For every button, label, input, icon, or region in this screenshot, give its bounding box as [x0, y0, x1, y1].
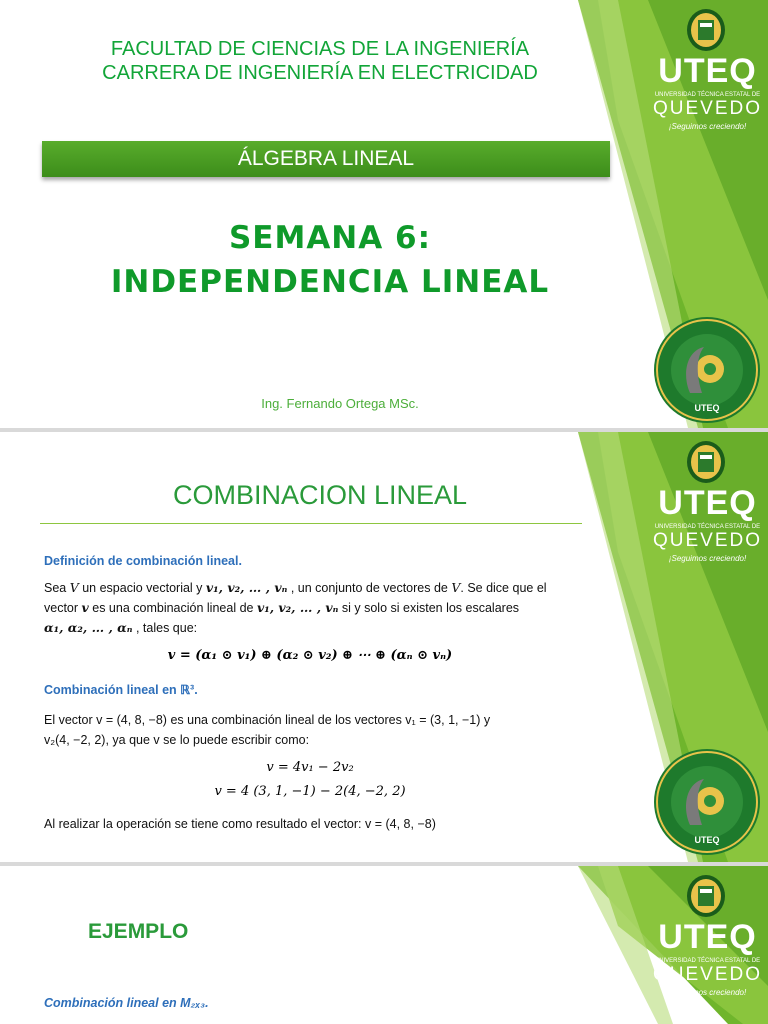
uteq-university: UNIVERSIDAD TÉCNICA ESTATAL DE [654, 524, 761, 530]
author-name: Ing. Fernando Ortega MSc. [261, 396, 419, 411]
combination-slide [0, 432, 768, 862]
text-run: , un conjunto de vectores de [287, 581, 452, 595]
uteq-city: QUEVEDO [652, 530, 763, 551]
uteq-logo [650, 874, 765, 1009]
text-run: , tales que: [132, 621, 198, 635]
uteq-crest-icon [686, 440, 726, 484]
example-line-2: v₂(4, −2, 2), ya que v se lo puede escribir como: [44, 733, 310, 747]
example-heading: Combinación lineal en ℝ³. [44, 683, 198, 697]
uteq-wordmark: UTEQ [658, 484, 757, 522]
seal-label: UTEQ [694, 403, 720, 413]
uteq-logo [650, 8, 765, 143]
topic-title: INDEPENDENCIA LINEAL [110, 264, 550, 300]
uteq-wordmark: UTEQ [658, 52, 757, 90]
example-slide [0, 866, 768, 1024]
uteq-city: QUEVEDO [652, 98, 763, 119]
text-run: . Se dice que el [460, 581, 547, 595]
slide-title: COMBINACION LINEAL [172, 480, 468, 510]
uteq-city: QUEVEDO [652, 964, 763, 985]
uteq-motto: ¡Seguimos creciendo! [668, 122, 747, 131]
definition-text [44, 578, 584, 638]
faculty-name: FACULTAD DE CIENCIAS DE LA INGENIERÍA [110, 38, 530, 60]
uteq-motto: ¡Seguimos creciendo! [668, 554, 747, 563]
title-slide [0, 0, 768, 428]
slide-title: EJEMPLO [88, 920, 189, 943]
math-symbol: V [451, 580, 461, 595]
text-run: si y solo si existen los escalares [338, 601, 520, 615]
faculty-seal [652, 747, 762, 857]
faculty-seal [652, 315, 762, 425]
math-symbol: V [69, 580, 79, 595]
uteq-crest-icon [686, 874, 726, 918]
example-line-1: El vector v = (4, 8, −8) es una combinación lineal de los vectores v₁ = (3, 1, −1) y [44, 713, 491, 727]
example-equation-1: v = 4v₁ − 2v₂ [266, 760, 354, 775]
uteq-university: UNIVERSIDAD TÉCNICA ESTATAL DE [654, 958, 761, 964]
result-text: Al realizar la operación se tiene como resultado el vector: v = (4, 8, −8) [44, 817, 436, 831]
uteq-wordmark: UTEQ [658, 918, 757, 956]
math-scalars: α₁, α₂, … , αₙ [44, 620, 133, 635]
math-vectors: v₁, v₂, … , vₙ [205, 580, 288, 595]
definition-heading: Definición de combinación lineal. [44, 554, 242, 568]
text-run: Sea [44, 581, 70, 595]
uteq-crest-icon [686, 8, 726, 52]
math-symbol: v [81, 600, 89, 615]
uteq-university: UNIVERSIDAD TÉCNICA ESTATAL DE [654, 92, 761, 98]
seal-label: UTEQ [694, 835, 720, 845]
text-run: un espacio vectorial y [78, 581, 206, 595]
example-equation-2: v = 4 (3, 1, −1) − 2(4, −2, 2) [214, 784, 406, 799]
career-name: CARRERA DE INGENIERÍA EN ELECTRICIDAD [102, 62, 538, 84]
definition-equation: v = (α₁ ⊙ v₁) ⊕ (α₂ ⊙ v₂) ⊕ ⋯ ⊕ (αₙ ⊙ vₙ) [167, 648, 453, 663]
uteq-motto: ¡Seguimos creciendo! [668, 988, 747, 997]
math-vectors: v₁, v₂, … , vₙ [256, 600, 339, 615]
week-label: SEMANA 6: [228, 220, 432, 256]
title-underline [40, 523, 582, 524]
text-run: es una combinación lineal de [88, 601, 257, 615]
example-subheading: Combinación lineal en M₂ₓ₃. [44, 996, 209, 1010]
text-run: vector [44, 601, 82, 615]
uteq-logo [650, 440, 765, 575]
course-banner: ÁLGEBRA LINEAL [42, 141, 610, 177]
